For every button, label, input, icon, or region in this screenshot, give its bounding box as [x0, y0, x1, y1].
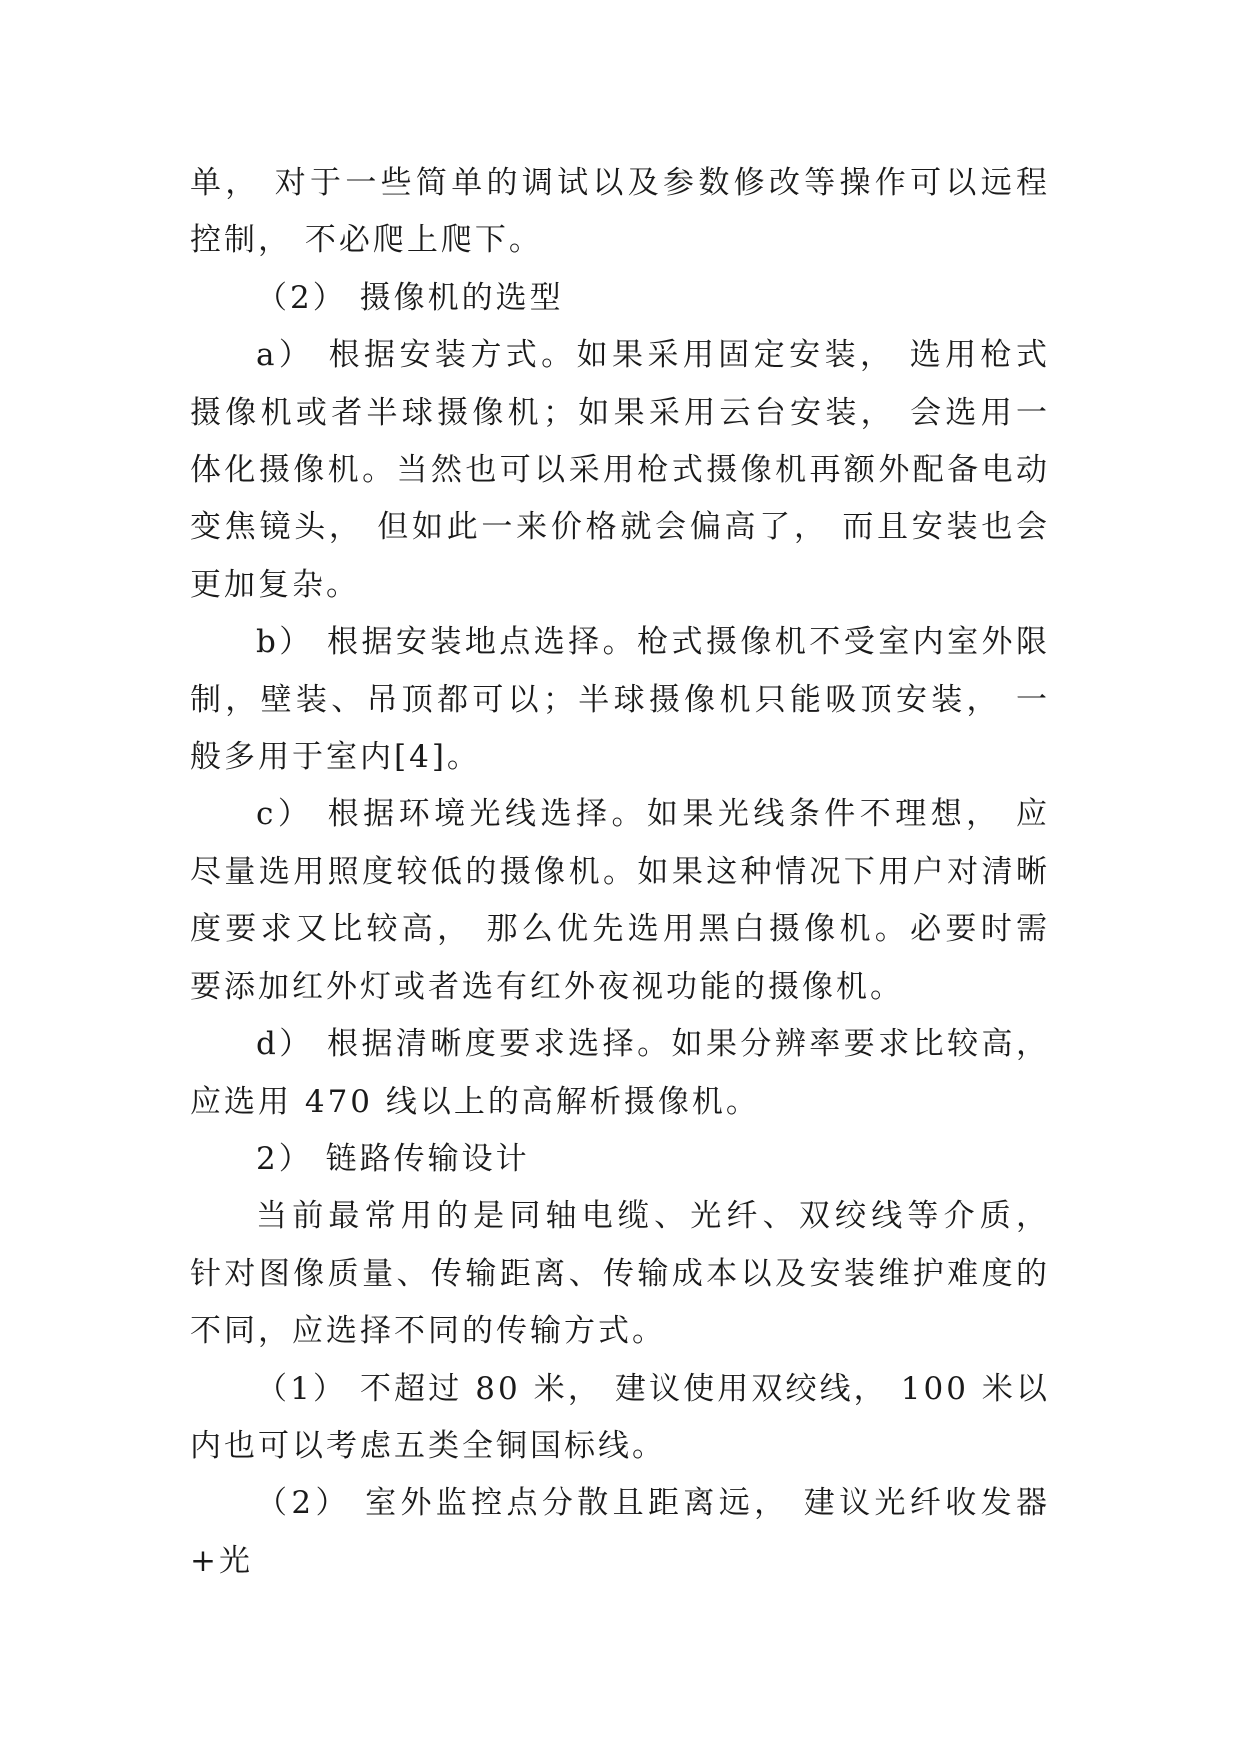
paragraph-continuation: 单， 对于一些简单的调试以及参数修改等操作可以远程控制， 不必爬上爬下。 [190, 165, 1050, 259]
document-page [190, 155, 1050, 1590]
paragraph-clarity: d） 根据清晰度要求选择。如果分辨率要求比较高，应选用 470 线以上的高解析摄像机。 [190, 1026, 1050, 1120]
paragraph-transmission-media: 当前最常用的是同轴电缆、光纤、双绞线等介质， 针对图像质量、传输距离、传输成本以及安装维护难度的不同，应选择不同的传输方式。 [190, 1198, 1050, 1350]
paragraph-install-method: a） 根据安装方式。如果采用固定安装， 选用枪式摄像机或者半球摄像机；如果采用云台安装， 会选用一体化摄像机。当然也可以采用枪式摄像机再额外配备电动变焦镜头， 但如此一来价格就会偏高了， 而且安装也会更加复杂。 [190, 337, 1050, 603]
paragraph-ambient-light: c） 根据环境光线选择。如果光线条件不理想， 应尽量选用照度较低的摄像机。如果这种情况下用户对清晰度要求又比较高， 那么优先选用黑白摄像机。必要时需要添加红外灯或者选有红外夜视功能的摄像机。 [190, 796, 1050, 1005]
paragraph-twisted-pair: （1） 不超过 80 米， 建议使用双绞线， 100 米以内也可以考虑五类全铜国标线。 [190, 1370, 1050, 1464]
paragraph-fiber-transceiver: （2） 室外监控点分散且距离远， 建议光纤收发器+光 [190, 1485, 1050, 1579]
paragraph-install-location: b） 根据安装地点选择。枪式摄像机不受室内室外限制，壁装、吊顶都可以；半球摄像机只能吸顶安装， 一般多用于室内[4]。 [190, 624, 1050, 776]
heading-camera-selection: （2） 摄像机的选型 [256, 279, 564, 316]
heading-link-transmission: 2） 链路传输设计 [256, 1140, 530, 1177]
